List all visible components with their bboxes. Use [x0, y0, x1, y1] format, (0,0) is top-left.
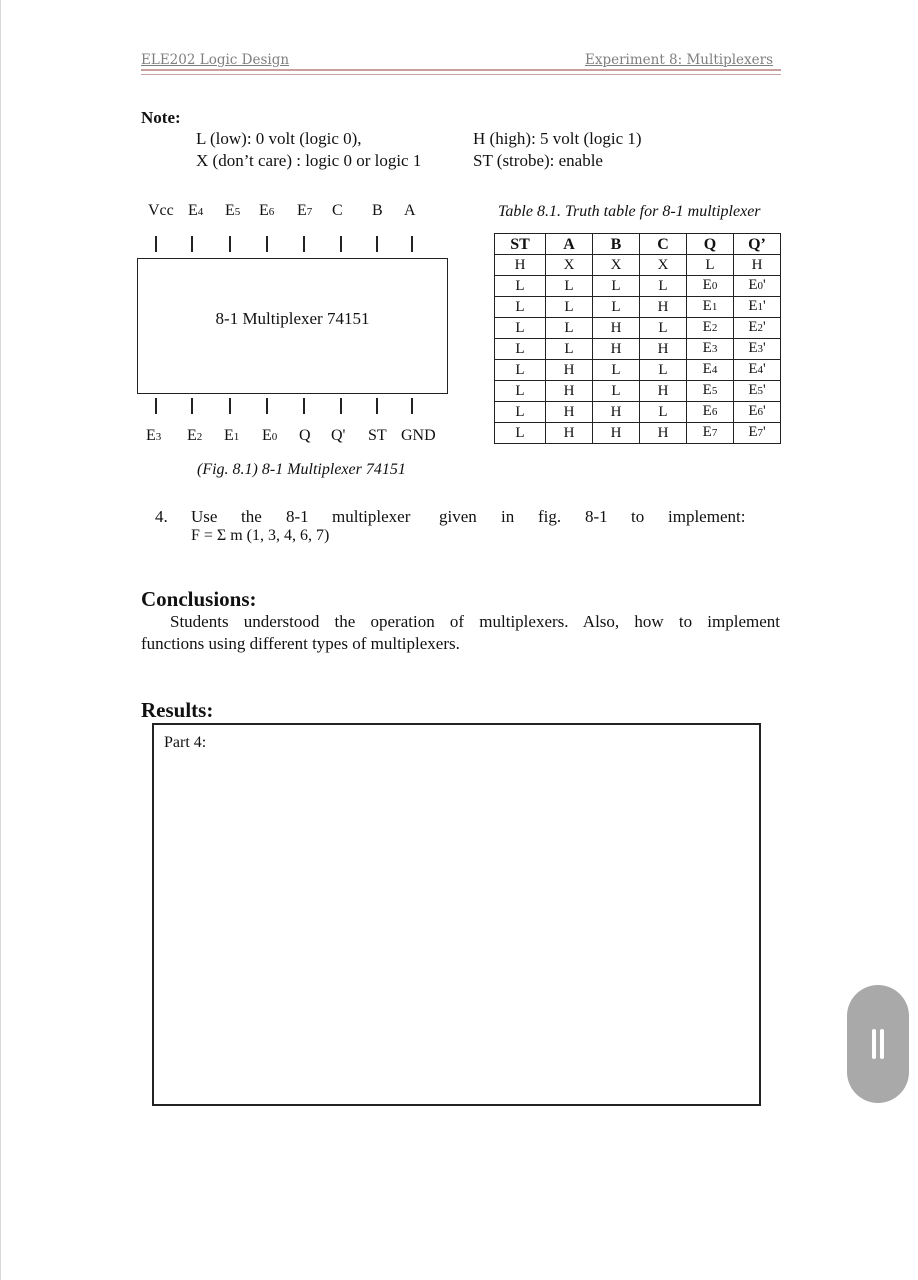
task-word: multiplexer: [332, 507, 411, 526]
ic-bottom-pin: [411, 398, 413, 414]
ic-top-pin-label: A: [404, 202, 416, 219]
table-cell: H: [640, 339, 687, 360]
table-header-cell: B: [593, 234, 640, 255]
task-word: to: [631, 507, 645, 526]
table-cell: L: [593, 276, 640, 297]
table-cell: L: [495, 402, 546, 423]
header-rule-thin: [141, 74, 781, 75]
table-cell: L: [495, 339, 546, 360]
table-cell: L: [495, 297, 546, 318]
task-formula: F = Σ m (1, 3, 4, 6, 7): [191, 527, 330, 544]
table-cell: E2': [734, 318, 781, 339]
ic-top-pin-label: E4: [188, 202, 204, 219]
table-header-cell: ST: [495, 234, 546, 255]
table-row: [495, 402, 781, 423]
table-cell: E0: [687, 276, 734, 297]
truth-table: [494, 233, 781, 444]
table-cell: X: [593, 255, 640, 276]
table-caption: Table 8.1. Truth table for 8-1 multiplexer: [498, 203, 761, 220]
table-cell: E1: [687, 297, 734, 318]
table-cell: L: [495, 318, 546, 339]
note-low: L (low): 0 volt (logic 0),: [196, 129, 362, 148]
table-cell: H: [640, 423, 687, 444]
table-row: [495, 360, 781, 381]
task-word: 8-1: [286, 507, 309, 526]
ic-bottom-pin-label: E3: [146, 427, 162, 444]
ic-top-pin: [376, 236, 378, 252]
table-cell: X: [546, 255, 593, 276]
figure-caption: (Fig. 8.1) 8-1 Multiplexer 74151: [197, 461, 406, 478]
ic-bottom-pin: [376, 398, 378, 414]
handle-grip-icon: [872, 1029, 876, 1059]
table-cell: H: [593, 423, 640, 444]
table-cell: E5: [687, 381, 734, 402]
table-row: [495, 318, 781, 339]
ic-body: [137, 258, 448, 394]
table-cell: E6: [687, 402, 734, 423]
ic-top-pin: [411, 236, 413, 252]
results-part-label: Part 4:: [164, 734, 207, 751]
ic-bottom-pin-label: Q: [299, 427, 311, 444]
table-cell: L: [593, 297, 640, 318]
table-cell: E7': [734, 423, 781, 444]
table-cell: H: [640, 297, 687, 318]
handle-grip-icon: [880, 1029, 884, 1059]
table-header-cell: Q’: [734, 234, 781, 255]
table-cell: L: [640, 276, 687, 297]
table-cell: L: [546, 318, 593, 339]
table-cell: L: [546, 297, 593, 318]
ic-bottom-pin-label: Q': [331, 427, 346, 444]
table-cell: L: [640, 402, 687, 423]
table-cell: L: [593, 360, 640, 381]
results-box: [152, 723, 761, 1106]
ic-bottom-pin: [266, 398, 268, 414]
page-edge: [0, 0, 1, 1280]
table-cell: E0': [734, 276, 781, 297]
task-number: 4.: [155, 507, 168, 526]
table-cell: E7: [687, 423, 734, 444]
table-cell: L: [495, 381, 546, 402]
ic-bottom-pin: [340, 398, 342, 414]
conclusions-title: Conclusions:: [141, 587, 257, 611]
table-cell: L: [593, 381, 640, 402]
table-row: [495, 297, 781, 318]
task-word: the: [241, 507, 262, 526]
table-header-cell: A: [546, 234, 593, 255]
note-dontcare: X (don’t care) : logic 0 or logic 1: [196, 151, 422, 170]
task-word: in: [501, 507, 515, 526]
table-cell: L: [640, 360, 687, 381]
table-cell: E3: [687, 339, 734, 360]
table-cell: L: [640, 318, 687, 339]
table-cell: L: [495, 423, 546, 444]
ic-top-pin: [191, 236, 193, 252]
table-header-cell: C: [640, 234, 687, 255]
results-title: Results:: [141, 698, 214, 722]
task-text: [191, 507, 752, 529]
experiment-title: Experiment 8: Multiplexers: [584, 52, 773, 68]
ic-bottom-pin-label: GND: [401, 427, 436, 444]
header-rule: [141, 69, 781, 71]
ic-top-pin: [266, 236, 268, 252]
ic-top-pin: [229, 236, 231, 252]
ic-label: 8-1 Multiplexer 74151: [215, 309, 370, 328]
table-cell: H: [546, 381, 593, 402]
note-high: H (high): 5 volt (logic 1): [473, 129, 642, 148]
table-cell: E4': [734, 360, 781, 381]
ic-top-pin: [303, 236, 305, 252]
note-title: Note:: [141, 108, 181, 127]
ic-bottom-pin-label: E1: [224, 427, 240, 444]
ic-bottom-pin: [229, 398, 231, 414]
task-word: fig.: [538, 507, 562, 526]
ic-bottom-pin-label: E2: [187, 427, 203, 444]
ic-top-pin-label: Vcc: [148, 202, 174, 219]
ic-top-pin-label: E6: [259, 202, 275, 219]
task-word: Use: [191, 507, 218, 526]
table-row: [495, 381, 781, 402]
table-cell: H: [546, 423, 593, 444]
table-cell: E2: [687, 318, 734, 339]
table-cell: E5': [734, 381, 781, 402]
conclusions-line-2: functions using different types of multiplexers.: [141, 634, 460, 653]
table-row: [495, 423, 781, 444]
table-cell: H: [640, 381, 687, 402]
table-cell: H: [734, 255, 781, 276]
table-cell: E6': [734, 402, 781, 423]
table-cell: H: [495, 255, 546, 276]
conclusions-line-1: Students understood the operation of multiplexers. Also, how to implement: [170, 612, 780, 631]
table-header-row: [495, 234, 781, 255]
table-cell: H: [593, 339, 640, 360]
task-word: given: [439, 507, 477, 526]
ic-top-pin-label: C: [332, 202, 343, 219]
note-strobe: ST (strobe): enable: [473, 151, 603, 170]
ic-top-pin-label: E5: [225, 202, 241, 219]
table-cell: E4: [687, 360, 734, 381]
course-title: ELE202 Logic Design: [141, 52, 290, 68]
table-cell: H: [593, 402, 640, 423]
table-row: [495, 276, 781, 297]
table-row: [495, 255, 781, 276]
table-cell: H: [546, 402, 593, 423]
table-cell: L: [546, 276, 593, 297]
table-cell: L: [495, 360, 546, 381]
table-cell: L: [546, 339, 593, 360]
table-body: [495, 255, 781, 444]
task-word: implement:: [668, 507, 746, 526]
ic-top-pin-label: B: [372, 202, 383, 219]
ic-bottom-pin-label: ST: [368, 427, 387, 444]
ic-bottom-pin: [303, 398, 305, 414]
table-header-cell: Q: [687, 234, 734, 255]
table-cell: H: [593, 318, 640, 339]
ic-bottom-pin: [155, 398, 157, 414]
table-cell: E3': [734, 339, 781, 360]
ic-top-pin: [155, 236, 157, 252]
table-cell: H: [546, 360, 593, 381]
ic-top-pin: [340, 236, 342, 252]
table-cell: X: [640, 255, 687, 276]
ic-bottom-pin: [191, 398, 193, 414]
table-row: [495, 339, 781, 360]
ic-top-pin-label: E7: [297, 202, 313, 219]
table-cell: E1': [734, 297, 781, 318]
menu-handle-button[interactable]: [847, 985, 909, 1103]
table-cell: L: [495, 276, 546, 297]
table-cell: L: [687, 255, 734, 276]
task-word: 8-1: [585, 507, 608, 526]
ic-bottom-pin-label: E0: [262, 427, 278, 444]
